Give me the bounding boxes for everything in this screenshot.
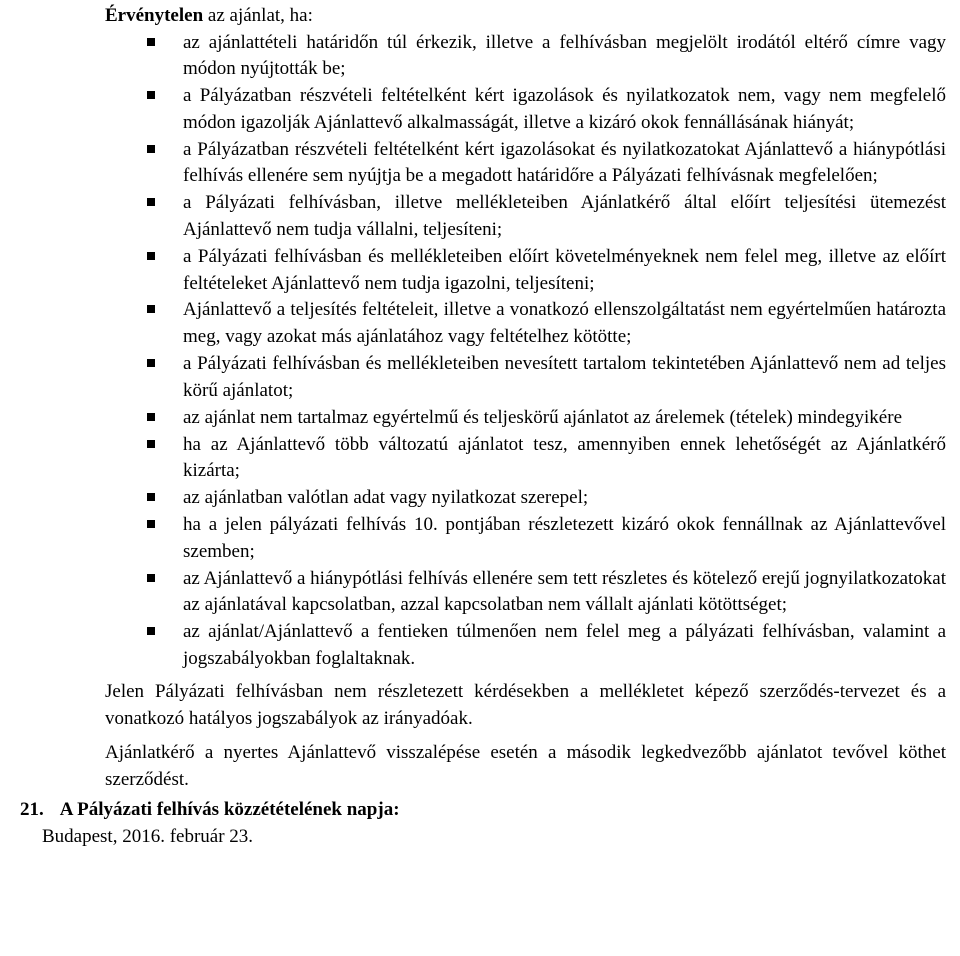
list-item: az ajánlat nem tartalmaz egyértelmű és teljeskörű ajánlatot az árelemek (tételek) mindegyikére [183, 405, 946, 432]
intro-text: az ajánlat, ha: [203, 5, 313, 26]
section-heading [20, 797, 946, 824]
publication-date: Budapest, 2016. február 23. [42, 826, 254, 847]
list-item: a Pályázatban részvételi feltételként kért igazolások és nyilatkozatok nem, vagy nem megfelelő módon igazolják Ajánlattevő alkalmasságát, illetve a kizáró okok fennállásának hiányát; [183, 83, 946, 136]
section-title: A Pályázati felhívás közzétételének napja: [59, 799, 400, 821]
invalidity-intro [105, 3, 946, 30]
invalidity-conditions-list [20, 30, 946, 673]
intro-bold-term: Érvénytelen [105, 5, 204, 26]
list-item: a Pályázatban részvételi feltételként kért igazolásokat és nyilatkozatokat Ajánlattevő a hiánypótlási felhívás ellenére sem nyújtja be a megadott határidőre a Pályázati felhívásnak megfelelően; [183, 137, 946, 190]
list-item: Ajánlattevő a teljesítés feltételeit, illetve a vonatkozó ellenszolgáltatást nem egyértelműen határozta meg, vagy azokat más ajánlatához vagy feltételhez kötötte; [183, 297, 946, 350]
list-item: az ajánlat/Ajánlattevő a fentieken túlmenően nem felel meg a pályázati felhívásban, valamint a jogszabályokban foglaltaknak. [183, 619, 946, 672]
list-item: az ajánlattételi határidőn túl érkezik, illetve a felhívásban megjelölt irodától eltérő címre vagy módon nyújtották be; [183, 30, 946, 83]
list-item: a Pályázati felhívásban és mellékleteiben előírt követelményeknek nem felel meg, illetve az előírt feltételeket Ajánlattevő nem tudja igazolni, teljesíteni; [183, 244, 946, 297]
list-item: ha az Ajánlattevő több változatú ajánlatot tesz, amennyiben ennek lehetőségét az Ajánlatkérő kizárta; [183, 432, 946, 485]
governing-law-paragraph: Jelen Pályázati felhívásban nem részletezett kérdésekben a mellékletet képező szerződés-tervezet és a vonatkozó hatályos jogszabályok az irányadóak. [105, 681, 946, 729]
withdrawal-paragraph: Ajánlatkérő a nyertes Ajánlattevő visszalépése esetén a második legkedvezőbb ajánlatot tevővel köthet szerződést. [105, 742, 946, 790]
list-item: az Ajánlattevő a hiánypótlási felhívás ellenére sem tett részletes és kötelező erejű jognyilatkozatokat az ajánlatával kapcsolatban, azzal kapcsolatban nem vállalt ajánlati kötöttséget; [183, 566, 946, 619]
list-item: a Pályázati felhívásban és mellékleteiben nevesített tartalom tekintetében Ajánlattevő nem ad teljes körű ajánlatot; [183, 351, 946, 404]
list-item: az ajánlatban valótlan adat vagy nyilatkozat szerepel; [183, 485, 946, 512]
list-item: a Pályázati felhívásban, illetve mellékleteiben Ajánlatkérő által előírt teljesítési ütemezést Ajánlattevő nem tudja vállalni, teljesíteni; [183, 190, 946, 243]
section-number: 21. [20, 799, 44, 821]
list-item: ha a jelen pályázati felhívás 10. pontjában részletezett kizáró okok fennállnak az Ajánlattevővel szemben; [183, 512, 946, 565]
